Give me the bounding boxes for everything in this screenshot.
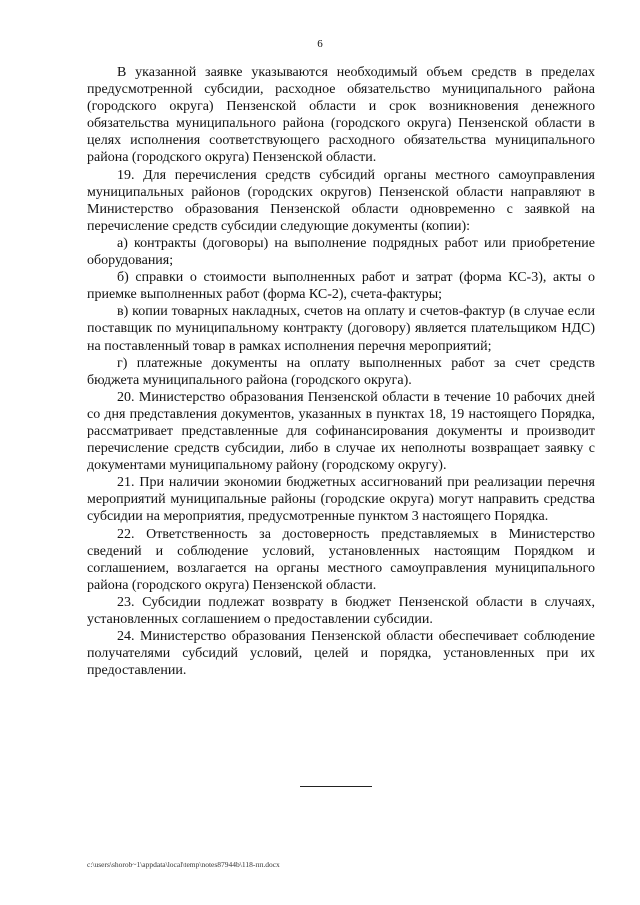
page-number: 6 xyxy=(317,38,323,50)
paragraph-request-details: В указанной заявке указываются необходимый объем средств в пределах предусмотренной субсидии, расходное обязательство муниципального района (городского округа) Пензенской области и срок возникновения денежного обязательства муниципального района (городского округа) Пензенской области в целях исполнения соответствующего расходного обязательства муниципального района (городского округа) Пензенской области. xyxy=(87,65,595,166)
paragraph-24: 24. Министерство образования Пензенской области обеспечивает соблюдение получателями субсидий условий, целей и порядка, установленных при их предоставлении. xyxy=(87,629,595,679)
paragraph-23: 23. Субсидии подлежат возврату в бюджет Пензенской области в случаях, установленных соглашением о предоставлении субсидии. xyxy=(87,594,595,627)
paragraph-19-g: г) платежные документы на оплату выполненных работ за счет средств бюджета муниципального района (городского округа). xyxy=(87,355,595,388)
paragraph-19-b: б) справки о стоимости выполненных работ и затрат (форма КС-3), акты о приемке выполненных работ (форма КС-2), счета-фактуры; xyxy=(87,270,595,303)
paragraph-21: 21. При наличии экономии бюджетных ассигнований при реализации перечня мероприятий муниципальные районы (городские округа) могут направить средства субсидии на мероприятия, предусмотренные пунктом 3 настоящего Порядка. xyxy=(87,475,595,525)
end-divider xyxy=(300,786,372,787)
paragraph-19-a: а) контракты (договоры) на выполнение подрядных работ или приобретение оборудования; xyxy=(87,235,595,269)
paragraph-20: 20. Министерство образования Пензенской области в течение 10 рабочих дней со дня представления документов, указанных в пунктах 18, 19 настоящего Порядка, рассматривает представленные для софинансирования документы и производит перечисление средств субсидии, либо в случае их неполноты возвращает заявку с документами муниципальному району (городскому округу). xyxy=(87,389,595,474)
paragraph-19: 19. Для перечисления средств субсидий органы местного самоуправления муниципальных районов (городских округов) Пензенской области направляют в Министерство образования Пензенской области одновременно с заявкой на перечисление средств субсидии следующие документы (копии): xyxy=(87,167,595,234)
paragraph-19-v: в) копии товарных накладных, счетов на оплату и счетов-фактур (в случае если поставщик по муниципальному контракту (договору) является плательщиком НДС) на поставленный товар в рамках исполнения перечня мероприятий; xyxy=(87,304,595,354)
paragraph-22: 22. Ответственность за достоверность представляемых в Министерство сведений и соблюдение условий, установленных настоящим Порядком и соглашением, возлагается на органы местного самоуправления муниципального района (городского округа) Пензенской области. xyxy=(87,526,595,593)
footer-file-path: c:\users\shorob~1\appdata\local\temp\notes87944b\118-пп.docx xyxy=(87,860,280,869)
document-body xyxy=(87,64,595,679)
